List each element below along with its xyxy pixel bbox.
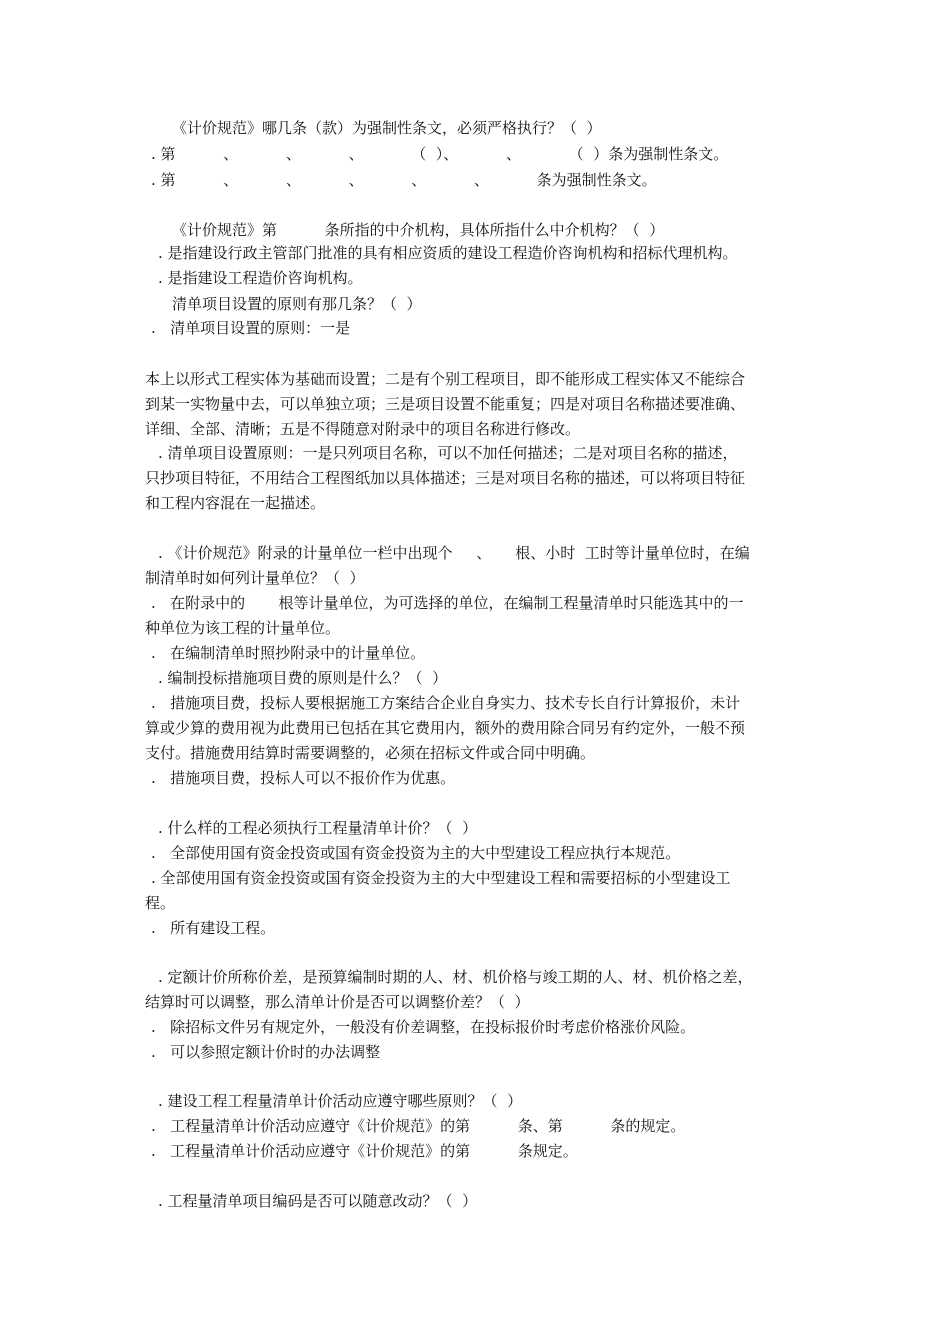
option-line: . 措施项目费，投标人要根据施工方案结合企业自身实力、技术专长自行计算报价，未计 bbox=[151, 694, 741, 712]
body-line: 只抄项目特征，不用结合工程图纸加以具体描述；三是对项目名称的描述，可以将项目特征 bbox=[145, 469, 746, 487]
body-line: 结算时可以调整，那么清单计价是否可以调整价差？（ ） bbox=[145, 993, 530, 1011]
option-line: . 是指建设行政主管部门批准的具有相应资质的建设工程造价咨询机构和招标代理机构。 bbox=[158, 244, 738, 262]
option-line: . 全部使用国有资金投资或国有资金投资为主的大中型建设工程应执行本规范。 bbox=[151, 844, 681, 862]
question-line: . 《计价规范》附录的计量单位一栏中出现个 、 根、小时 工时等计量单位时，在编 bbox=[158, 544, 750, 562]
option-line: . 第 、 、 、 、 、 条为强制性条文。 bbox=[151, 171, 657, 189]
body-line: 制清单时如何列计量单位？（ ） bbox=[145, 569, 365, 587]
option-line: . 在编制清单时照抄附录中的计量单位。 bbox=[151, 644, 426, 662]
question-line: . 建设工程工程量清单计价活动应遵守哪些原则？（ ） bbox=[158, 1092, 523, 1110]
option-line: . 工程量清单计价活动应遵守《计价规范》的第 条、第 条的规定。 bbox=[151, 1117, 686, 1135]
body-line: 算或少算的费用视为此费用已包括在其它费用内，额外的费用除合同另有约定外，一般不预 bbox=[145, 719, 746, 737]
body-line: 详细、全部、清晰；五是不得随意对附录中的项目名称进行修改。 bbox=[145, 420, 581, 438]
body-line: 程。 bbox=[145, 894, 176, 912]
option-line: . 措施项目费，投标人可以不报价作为优惠。 bbox=[151, 769, 456, 787]
option-line: . 清单项目设置的原则：一是 bbox=[151, 319, 351, 337]
option-line: . 在附录中的 根等计量单位，为可选择的单位，在编制工程量清单时只能选其中的一 bbox=[151, 594, 744, 612]
question-line: 《计价规范》哪几条（款）为强制性条文，必须严格执行？（ ） bbox=[172, 119, 602, 137]
body-line: 支付。措施费用结算时需要调整的，必须在招标文件或合同中明确。 bbox=[145, 744, 596, 762]
question-line: . 工程量清单项目编码是否可以随意改动？（ ） bbox=[158, 1192, 478, 1210]
body-line: 到某一实物量中去，可以单独立项；三是项目设置不能重复；四是对项目名称描述要准确、 bbox=[145, 395, 746, 413]
option-line: . 除招标文件另有规定外，一般没有价差调整，在投标报价时考虑价格涨价风险。 bbox=[151, 1018, 696, 1036]
option-line: . 第 、 、 、 （ ）、 、 （ ）条为强制性条文。 bbox=[151, 145, 729, 163]
option-line: . 清单项目设置原则：一是只列项目名称，可以不加任何描述；二是对项目名称的描述， bbox=[158, 444, 738, 462]
question-line: . 什么样的工程必须执行工程量清单计价？（ ） bbox=[158, 819, 478, 837]
question-line: . 定额计价所称价差，是预算编制时期的人、材、机价格与竣工期的人、材、机价格之差， bbox=[158, 968, 753, 986]
question-line: 《计价规范》第 条所指的中介机构，具体所指什么中介机构？（ ） bbox=[172, 221, 665, 239]
option-line: . 全部使用国有资金投资或国有资金投资为主的大中型建设工程和需要招标的小型建设工 bbox=[151, 869, 731, 887]
body-line: 和工程内容混在一起描述。 bbox=[145, 494, 326, 512]
option-line: . 所有建设工程。 bbox=[151, 919, 276, 937]
question-line: 清单项目设置的原则有那几条？（ ） bbox=[172, 295, 422, 313]
question-line: . 编制投标措施项目费的原则是什么？（ ） bbox=[158, 669, 448, 687]
option-line: . 工程量清单计价活动应遵守《计价规范》的第 条规定。 bbox=[151, 1142, 578, 1160]
option-line: . 是指建设工程造价咨询机构。 bbox=[158, 269, 363, 287]
option-line: . 可以参照定额计价时的办法调整 bbox=[151, 1043, 381, 1061]
body-line: 种单位为该工程的计量单位。 bbox=[145, 619, 341, 637]
body-line: 本上以形式工程实体为基础而设置；二是有个别工程项目，即不能形成工程实体又不能综合 bbox=[145, 370, 746, 388]
